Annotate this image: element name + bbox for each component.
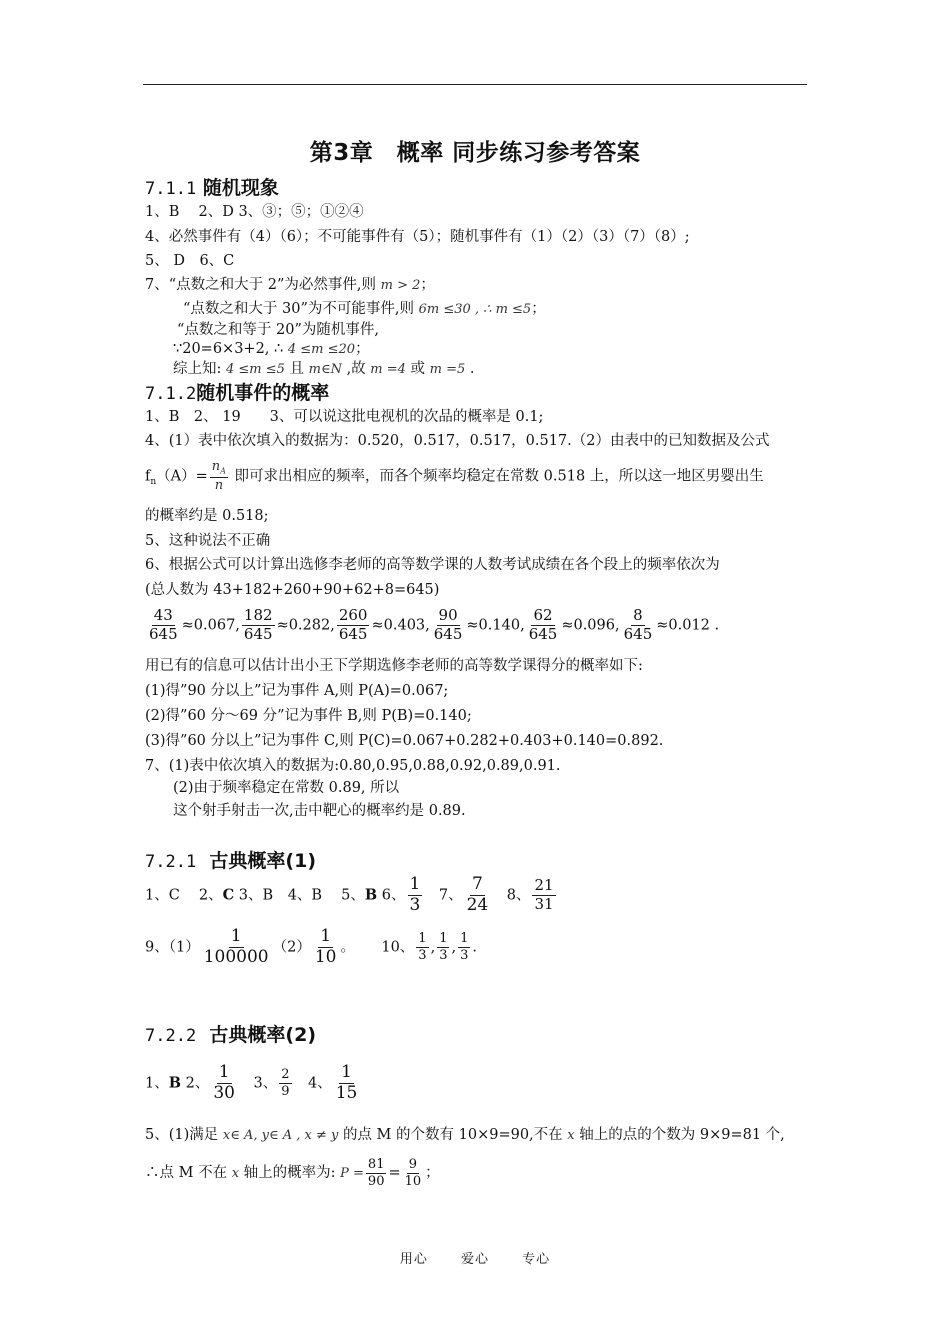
subscript: n	[150, 477, 157, 488]
approx-value: ≈0.282,	[276, 617, 335, 634]
text: f	[145, 468, 151, 485]
math-expr: 6m ≤30 , ∴ m ≤5	[418, 302, 532, 317]
bold-answer: B	[168, 1074, 181, 1092]
section-number: 7.1.1	[145, 179, 197, 199]
text: 1、	[145, 1075, 169, 1092]
section-number: 7.2.2	[145, 1026, 197, 1046]
numerator: 1	[218, 1062, 230, 1082]
answer-line: 1、B 2、D 3、③；⑤；①②④	[145, 204, 364, 220]
fraction	[334, 1064, 360, 1103]
numerator: 43	[153, 606, 173, 624]
section-heading-722	[145, 1023, 316, 1048]
section-title: 随机现象	[202, 177, 279, 199]
denominator: n	[214, 477, 224, 493]
math-expr: x∈ A, y∈ A , x ≠ y	[222, 1128, 339, 1143]
bold-answer: B	[364, 886, 378, 904]
denominator: 24	[466, 894, 489, 915]
fraction	[337, 608, 370, 643]
page-title: 第3章 概率 同步练习参考答案	[309, 140, 641, 166]
answer-line	[145, 928, 477, 967]
section-title: 随机事件的概率	[196, 382, 330, 404]
text: （A）=	[156, 468, 208, 485]
period: .	[472, 939, 477, 956]
text: 即可求出相应的频率，而各个频率均稳定在常数 0.518 上，所以这一地区男婴出生	[229, 468, 764, 485]
equals: =	[388, 1165, 401, 1182]
fraction	[242, 608, 275, 643]
section-number: 7.1.2	[145, 384, 197, 404]
numerator: 62	[533, 606, 553, 624]
numerator: 1	[460, 931, 469, 947]
answer-line: (3)得”60 分以上”记为事件 C,则 P(C)=0.067+0.282+0.403+0.140=0.892.	[145, 733, 664, 749]
text: ；	[531, 301, 546, 317]
math-expr: 4 ≤m ≤5	[226, 362, 285, 377]
text: 5、(1)满足	[145, 1127, 223, 1143]
text: ；	[425, 1165, 440, 1182]
answer-line	[173, 339, 370, 360]
math-expr: m∈N	[308, 362, 342, 377]
denominator: 31	[534, 894, 554, 913]
section-heading-711	[145, 176, 279, 201]
section-number: 7.2.1	[145, 852, 197, 872]
answer-line: 4、(1）表中依次填入的数据为：0.520，0.517，0.517，0.517.（2）由表中的已知数据及公式	[145, 433, 770, 449]
fraction	[210, 460, 228, 493]
math-expr: m =5	[429, 362, 466, 377]
fraction	[432, 608, 465, 643]
text: 综上知:	[173, 361, 226, 377]
text: 且	[284, 361, 309, 377]
footer-word: 用心	[399, 1252, 428, 1267]
text: 8、	[492, 887, 531, 904]
text: ；	[355, 341, 370, 357]
numerator: 1	[320, 926, 332, 946]
numerator: 1	[230, 926, 242, 946]
text: 4、	[293, 1075, 332, 1092]
answer-line	[145, 1125, 785, 1146]
text: ；	[420, 277, 435, 293]
denominator: 100000	[203, 946, 269, 967]
fraction	[458, 932, 470, 962]
answer-line: 4、必然事件有（4）（6）；不可能事件有（5）；随机事件有（1）（2）（3）（7）（8）;	[145, 229, 690, 245]
approx-value: ≈0.403,	[371, 617, 430, 634]
answer-line	[145, 1064, 361, 1103]
denominator: 15	[335, 1082, 358, 1103]
numerator: 1	[439, 931, 448, 947]
text: （2）	[272, 939, 311, 956]
numerator: 260	[338, 606, 368, 624]
fraction	[202, 928, 271, 967]
denominator: 3	[409, 894, 421, 915]
answer-line: 1、B 2、 19 3、可以说这批电视机的次品的概率是 0.1;	[145, 409, 544, 425]
answer-line: (总人数为 43+182+260+90+62+8=645)	[145, 582, 440, 598]
text: 7、“点数之和大于 2”为必然事件,则	[145, 277, 381, 293]
math-expr: 4 ≤m ≤20	[287, 342, 356, 357]
answer-line	[173, 359, 474, 380]
denominator: 3	[460, 947, 469, 963]
fraction	[527, 608, 560, 643]
text: 1、C 2、	[145, 887, 223, 904]
answer-line: 这个射手射击一次,击中靶心的概率约是 0.89.	[173, 803, 466, 819]
denominator: 30	[213, 1082, 235, 1103]
fraction	[408, 876, 423, 915]
text: 9、（1）	[145, 939, 200, 956]
numerator: 21	[534, 876, 554, 895]
denominator: 10	[314, 946, 337, 967]
fraction	[313, 928, 339, 967]
numerator: 8	[633, 606, 643, 624]
fraction	[279, 1068, 291, 1098]
text: 3、	[238, 1075, 278, 1092]
answer-line: “点数之和等于 20”为随机事件,	[177, 322, 379, 338]
denominator: 645	[243, 624, 273, 643]
numerator: 1	[409, 874, 421, 894]
fraction	[465, 876, 491, 915]
answer-line: 用已有的信息可以估计出小王下学期选修李老师的高等数学课得分的概率如下:	[145, 658, 643, 674]
approx-value: ≈0.067,	[181, 617, 240, 634]
text: ∵20=6×3+2, ∴	[173, 341, 288, 357]
math-expr: m > 2	[380, 278, 421, 293]
answer-line: 5、这种说法不正确	[145, 533, 271, 549]
footer-word: 专心	[522, 1252, 551, 1267]
comma: ,	[451, 939, 457, 956]
fraction	[403, 1158, 424, 1188]
text: 的点 M 的个数有 10×9=90,不在	[338, 1127, 568, 1143]
numerator: 7	[472, 874, 483, 894]
comma: ,	[430, 939, 436, 956]
answer-line: (2)由于频率稳定在常数 0.89, 所以	[173, 780, 400, 796]
numerator: 90	[438, 606, 458, 624]
math-expr: x	[567, 1128, 575, 1143]
page-footer	[0, 1248, 950, 1267]
fraction	[366, 1158, 387, 1188]
numerator-var: n	[211, 459, 221, 474]
section-title: 古典概率(2)	[209, 1024, 317, 1046]
answer-line: 5、 D 6、C	[145, 253, 235, 269]
denominator: 9	[281, 1083, 290, 1099]
fraction	[147, 608, 180, 643]
answer-line	[145, 275, 435, 296]
subscript: A	[220, 466, 226, 476]
text: ,故	[341, 361, 371, 377]
denominator: 90	[367, 1173, 385, 1189]
math-expr: x	[231, 1166, 240, 1182]
denominator: 645	[528, 624, 558, 643]
fraction	[211, 1064, 237, 1103]
numerator: 9	[408, 1157, 418, 1172]
text: 或	[405, 361, 430, 377]
text: 轴上的点的个数为 9×9=81 个,	[574, 1127, 785, 1143]
text: 。 10、	[340, 939, 415, 956]
numerator: 182	[243, 606, 273, 624]
numerator: 81	[367, 1157, 385, 1172]
text: 2、	[181, 1075, 210, 1092]
answer-line: (2)得”60 分～69 分”记为事件 B,则 P(B)=0.140;	[145, 708, 472, 724]
denominator: 3	[418, 947, 427, 963]
denominator: 645	[338, 624, 368, 643]
denominator: 645	[433, 624, 463, 643]
answer-line: (1)得”90 分以上”记为事件 A,则 P(A)=0.067;	[145, 683, 449, 699]
text: .	[465, 361, 475, 377]
section-heading-721	[145, 849, 316, 874]
math-expr: P =	[340, 1166, 364, 1182]
numerator: 1	[418, 931, 427, 947]
text: ∴点 M 不在	[145, 1165, 232, 1182]
answer-line	[183, 299, 546, 320]
bold-answer: C	[222, 886, 235, 904]
footer-word: 爱心	[460, 1252, 489, 1267]
section-title: 古典概率(1)	[209, 850, 317, 872]
numerator: 1	[341, 1062, 352, 1082]
denominator: 3	[439, 947, 448, 963]
fraction	[437, 932, 449, 962]
answer-line: 6、根据公式可以计算出选修李老师的高等数学课的人数考试成绩在各个段上的频率依次为	[145, 557, 720, 573]
text: 3、B 4、B 5、	[234, 887, 365, 904]
math-expr: m =4	[370, 362, 406, 377]
text: 6、	[377, 887, 406, 904]
approx-value: ≈0.012 .	[656, 617, 720, 634]
answer-line	[145, 876, 558, 915]
fraction	[622, 608, 655, 643]
answer-line: 7、(1)表中依次填入的数据为:0.80,0.95,0.88,0.92,0.89,0.91.	[145, 758, 561, 774]
numerator: 2	[281, 1067, 290, 1083]
fraction	[532, 878, 555, 913]
text: “点数之和大于 30”为不可能事件,则	[183, 301, 419, 317]
header-rule	[143, 84, 807, 85]
approx-value: ≈0.140,	[466, 617, 525, 634]
approx-value: ≈0.096,	[561, 617, 620, 634]
answer-line	[145, 460, 764, 493]
frequency-fractions-line	[145, 608, 719, 643]
answer-line: 的概率约是 0.518;	[145, 508, 269, 524]
numerator	[210, 460, 228, 478]
fraction	[416, 932, 428, 962]
answer-line	[145, 1158, 440, 1188]
section-heading-712	[145, 381, 329, 406]
denominator: 10	[404, 1173, 422, 1189]
text: 轴上的概率为:	[239, 1165, 341, 1182]
denominator: 645	[149, 624, 178, 643]
denominator: 645	[623, 624, 653, 643]
text: 7、	[424, 887, 463, 904]
